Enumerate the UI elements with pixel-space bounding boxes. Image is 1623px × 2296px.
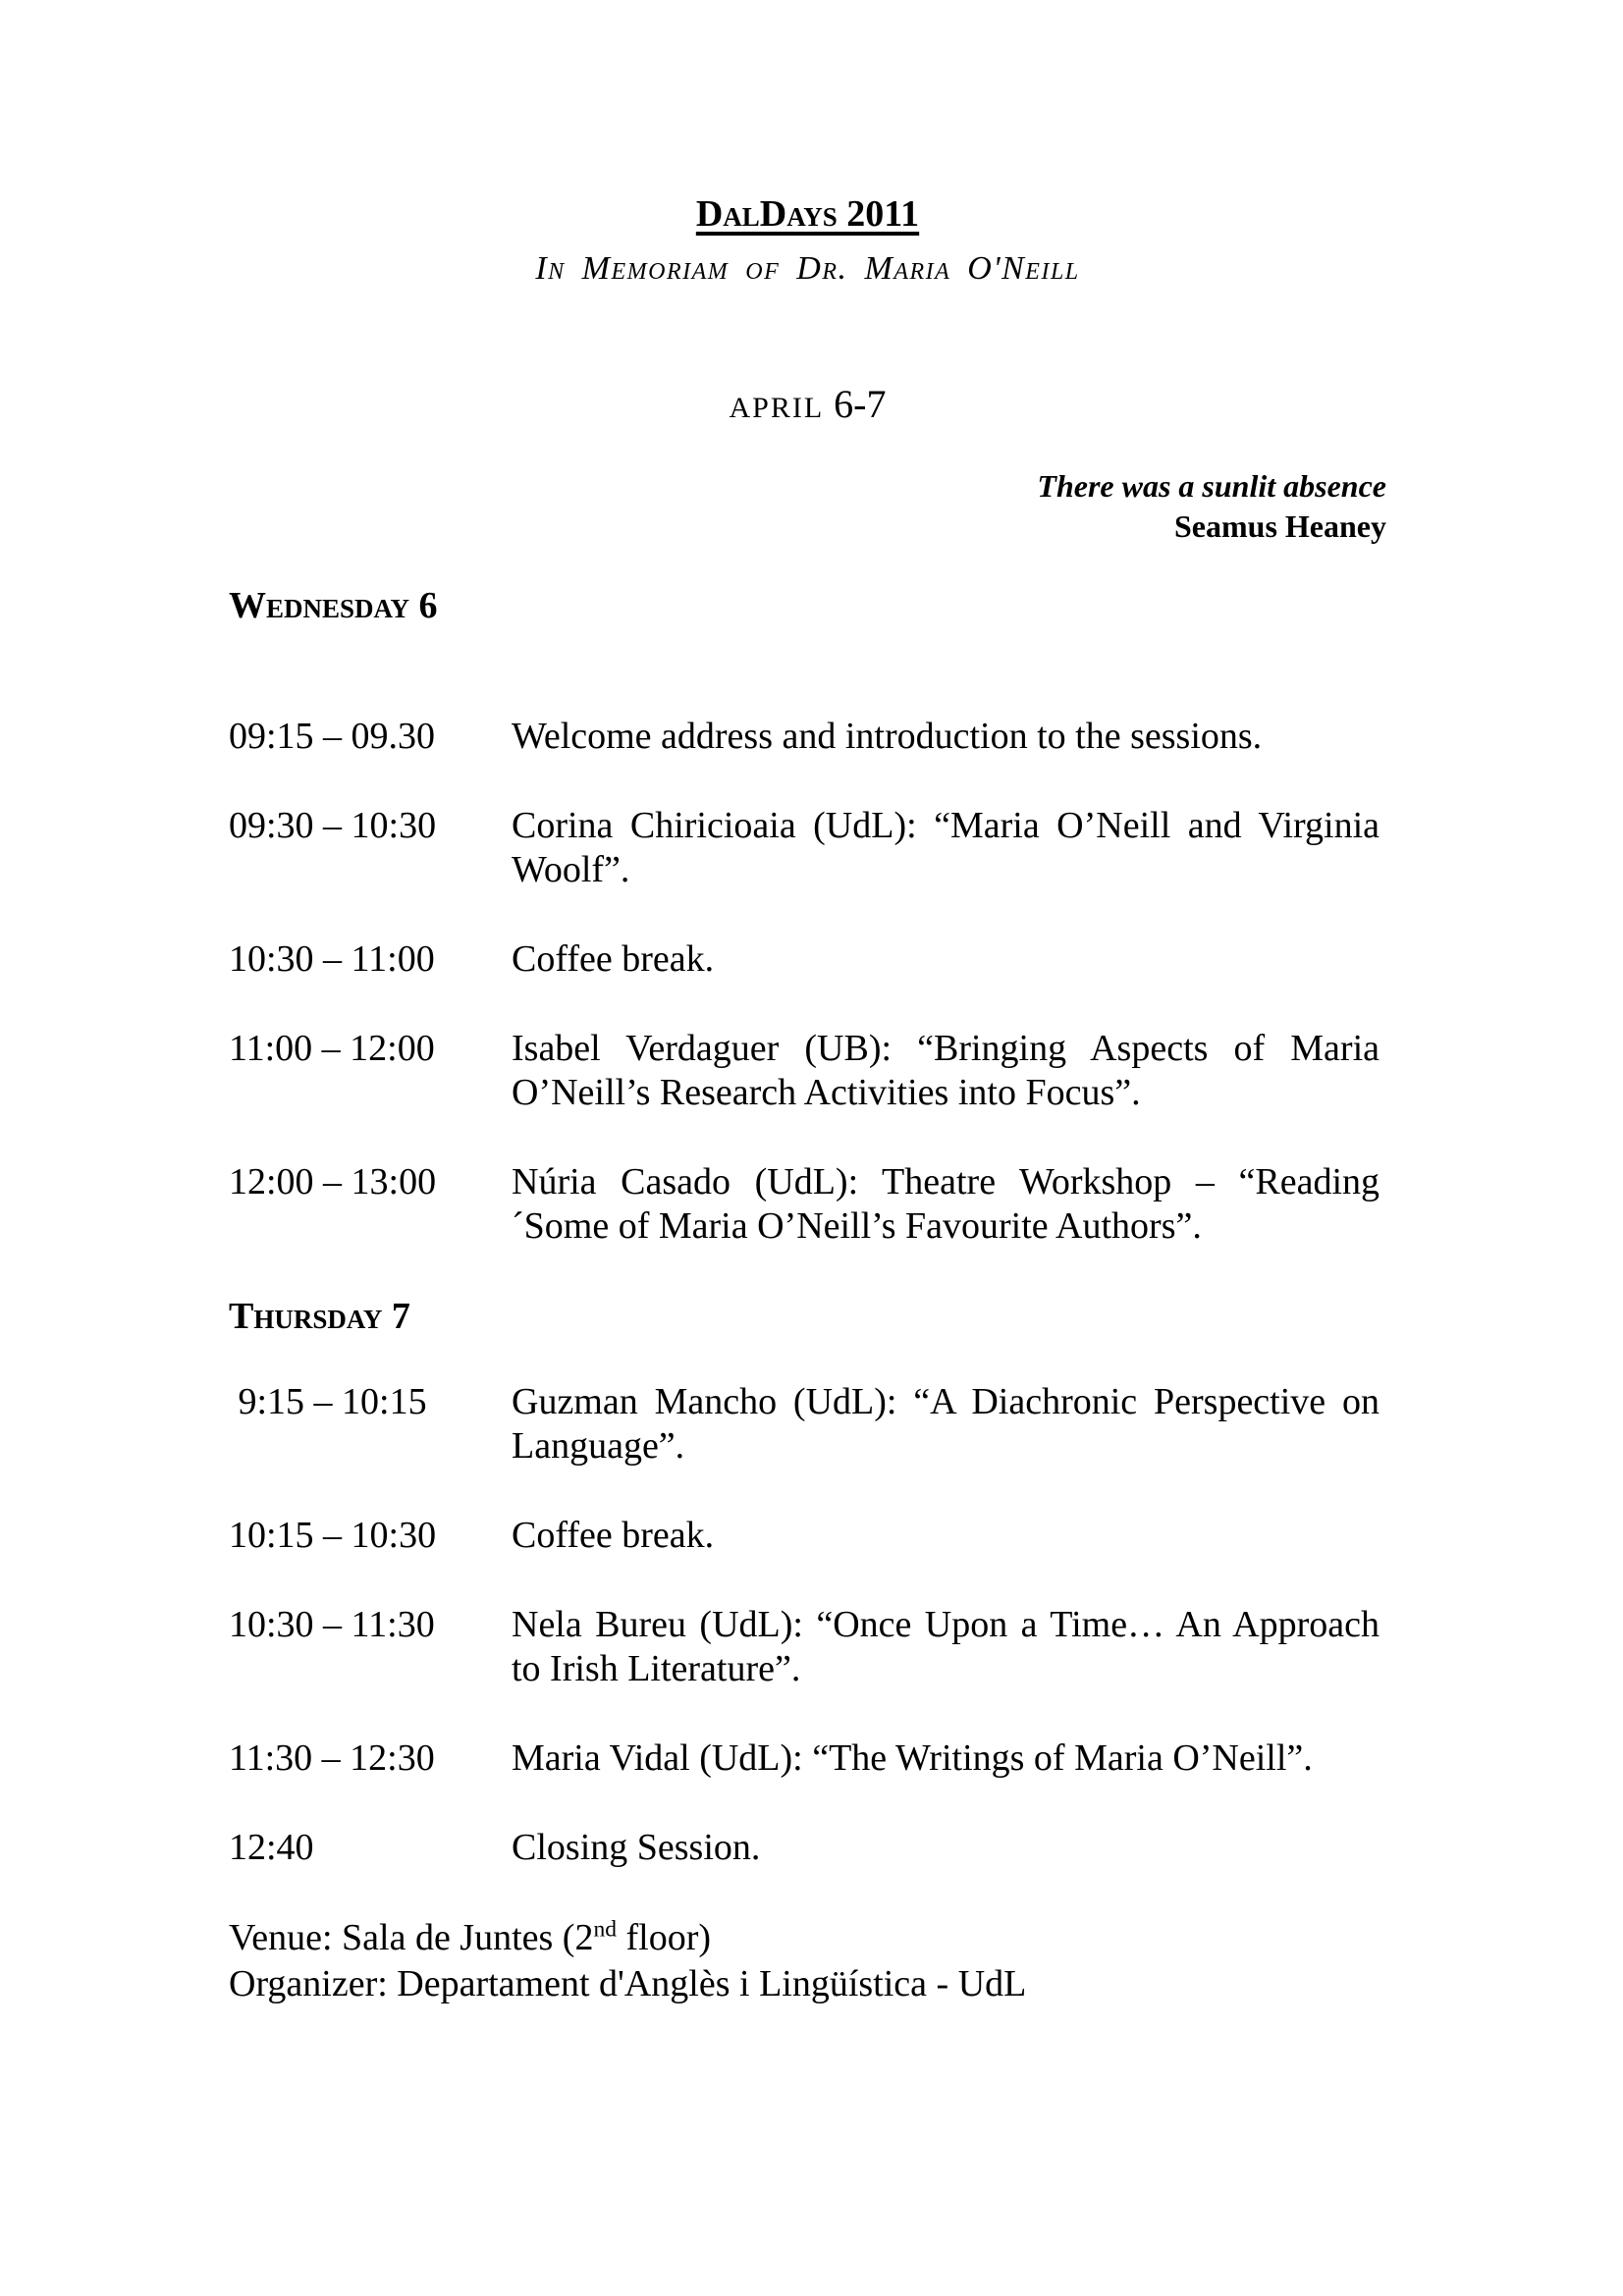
session-description: Coffee break. — [512, 938, 715, 980]
day-heading-thursday: Thursday 7 — [229, 1296, 410, 1337]
schedule-row — [229, 715, 1386, 759]
time-range: 09:30 – 10:30 — [229, 805, 437, 846]
footer-info — [229, 1915, 1386, 2007]
epigraph-quote: There was a sunlit absence — [1037, 468, 1386, 504]
schedule-row — [229, 1514, 1386, 1558]
epigraph — [229, 466, 1386, 547]
epigraph-author: Seamus Heaney — [1174, 508, 1386, 544]
session-description: Nela Bureu (UdL): “Once Upon a Time… An Approach to Irish Literature”. — [512, 1604, 1380, 1689]
schedule-row — [229, 1826, 1386, 1870]
schedule-row — [229, 937, 1386, 982]
venue-line — [229, 1915, 1386, 1961]
venue-text-end: floor) — [617, 1917, 712, 1958]
time-range: 11:30 – 12:30 — [229, 1737, 435, 1779]
page-subtitle: In Memoriam of Dr. Maria O'Neill — [535, 250, 1080, 287]
schedule-row — [229, 804, 1386, 892]
schedule-row — [229, 1380, 1386, 1468]
schedule-row — [229, 1736, 1386, 1781]
session-description: Welcome address and introduction to the sessions. — [512, 716, 1263, 757]
session-description: Guzman Mancho (UdL): “A Diachronic Perspective on Language”. — [512, 1381, 1380, 1467]
organizer-line: Organizer: Departament d'Anglès i Lingüística - UdL — [229, 1963, 1027, 2004]
day-heading-wednesday: Wednesday 6 — [229, 585, 438, 626]
session-description: Corina Chiricioaia (UdL): “Maria O’Neill and Virginia Woolf”. — [512, 805, 1380, 890]
page-title-text: DalDays 2011 — [695, 193, 920, 235]
time-range: 10:30 – 11:30 — [229, 1604, 435, 1645]
session-description: Maria Vidal (UdL): “The Writings of Maria O’Neill”. — [512, 1737, 1313, 1779]
time-range: 09:15 – 09.30 — [229, 716, 436, 757]
time-range: 9:15 – 10:15 — [229, 1381, 427, 1422]
session-description: Isabel Verdaguer (UB): “Bringing Aspects of Maria O’Neill’s Research Activities into Focus”. — [512, 1028, 1380, 1113]
time-range: 12:40 — [229, 1827, 314, 1868]
page-title — [229, 191, 1386, 237]
event-date-month: APRIL — [729, 392, 825, 424]
event-date-line — [229, 380, 1386, 433]
time-range: 10:30 – 11:00 — [229, 938, 435, 980]
time-range: 12:00 – 13:00 — [229, 1161, 437, 1202]
venue-text: Venue: Sala de Juntes (2 — [229, 1917, 594, 1958]
session-description: Núria Casado (UdL): Theatre Workshop – “Reading ´Some of Maria O’Neill’s Favourite Authors”. — [512, 1161, 1380, 1247]
schedule-row — [229, 1603, 1386, 1691]
venue-ordinal-suffix: nd — [593, 1916, 618, 1943]
session-description: Coffee break. — [512, 1515, 715, 1556]
session-description: Closing Session. — [512, 1827, 761, 1868]
schedule-row — [229, 1160, 1386, 1249]
event-date-days: 6-7 — [834, 382, 887, 426]
time-range: 10:15 – 10:30 — [229, 1515, 437, 1556]
schedule-row — [229, 1027, 1386, 1115]
time-range: 11:00 – 12:00 — [229, 1028, 435, 1069]
